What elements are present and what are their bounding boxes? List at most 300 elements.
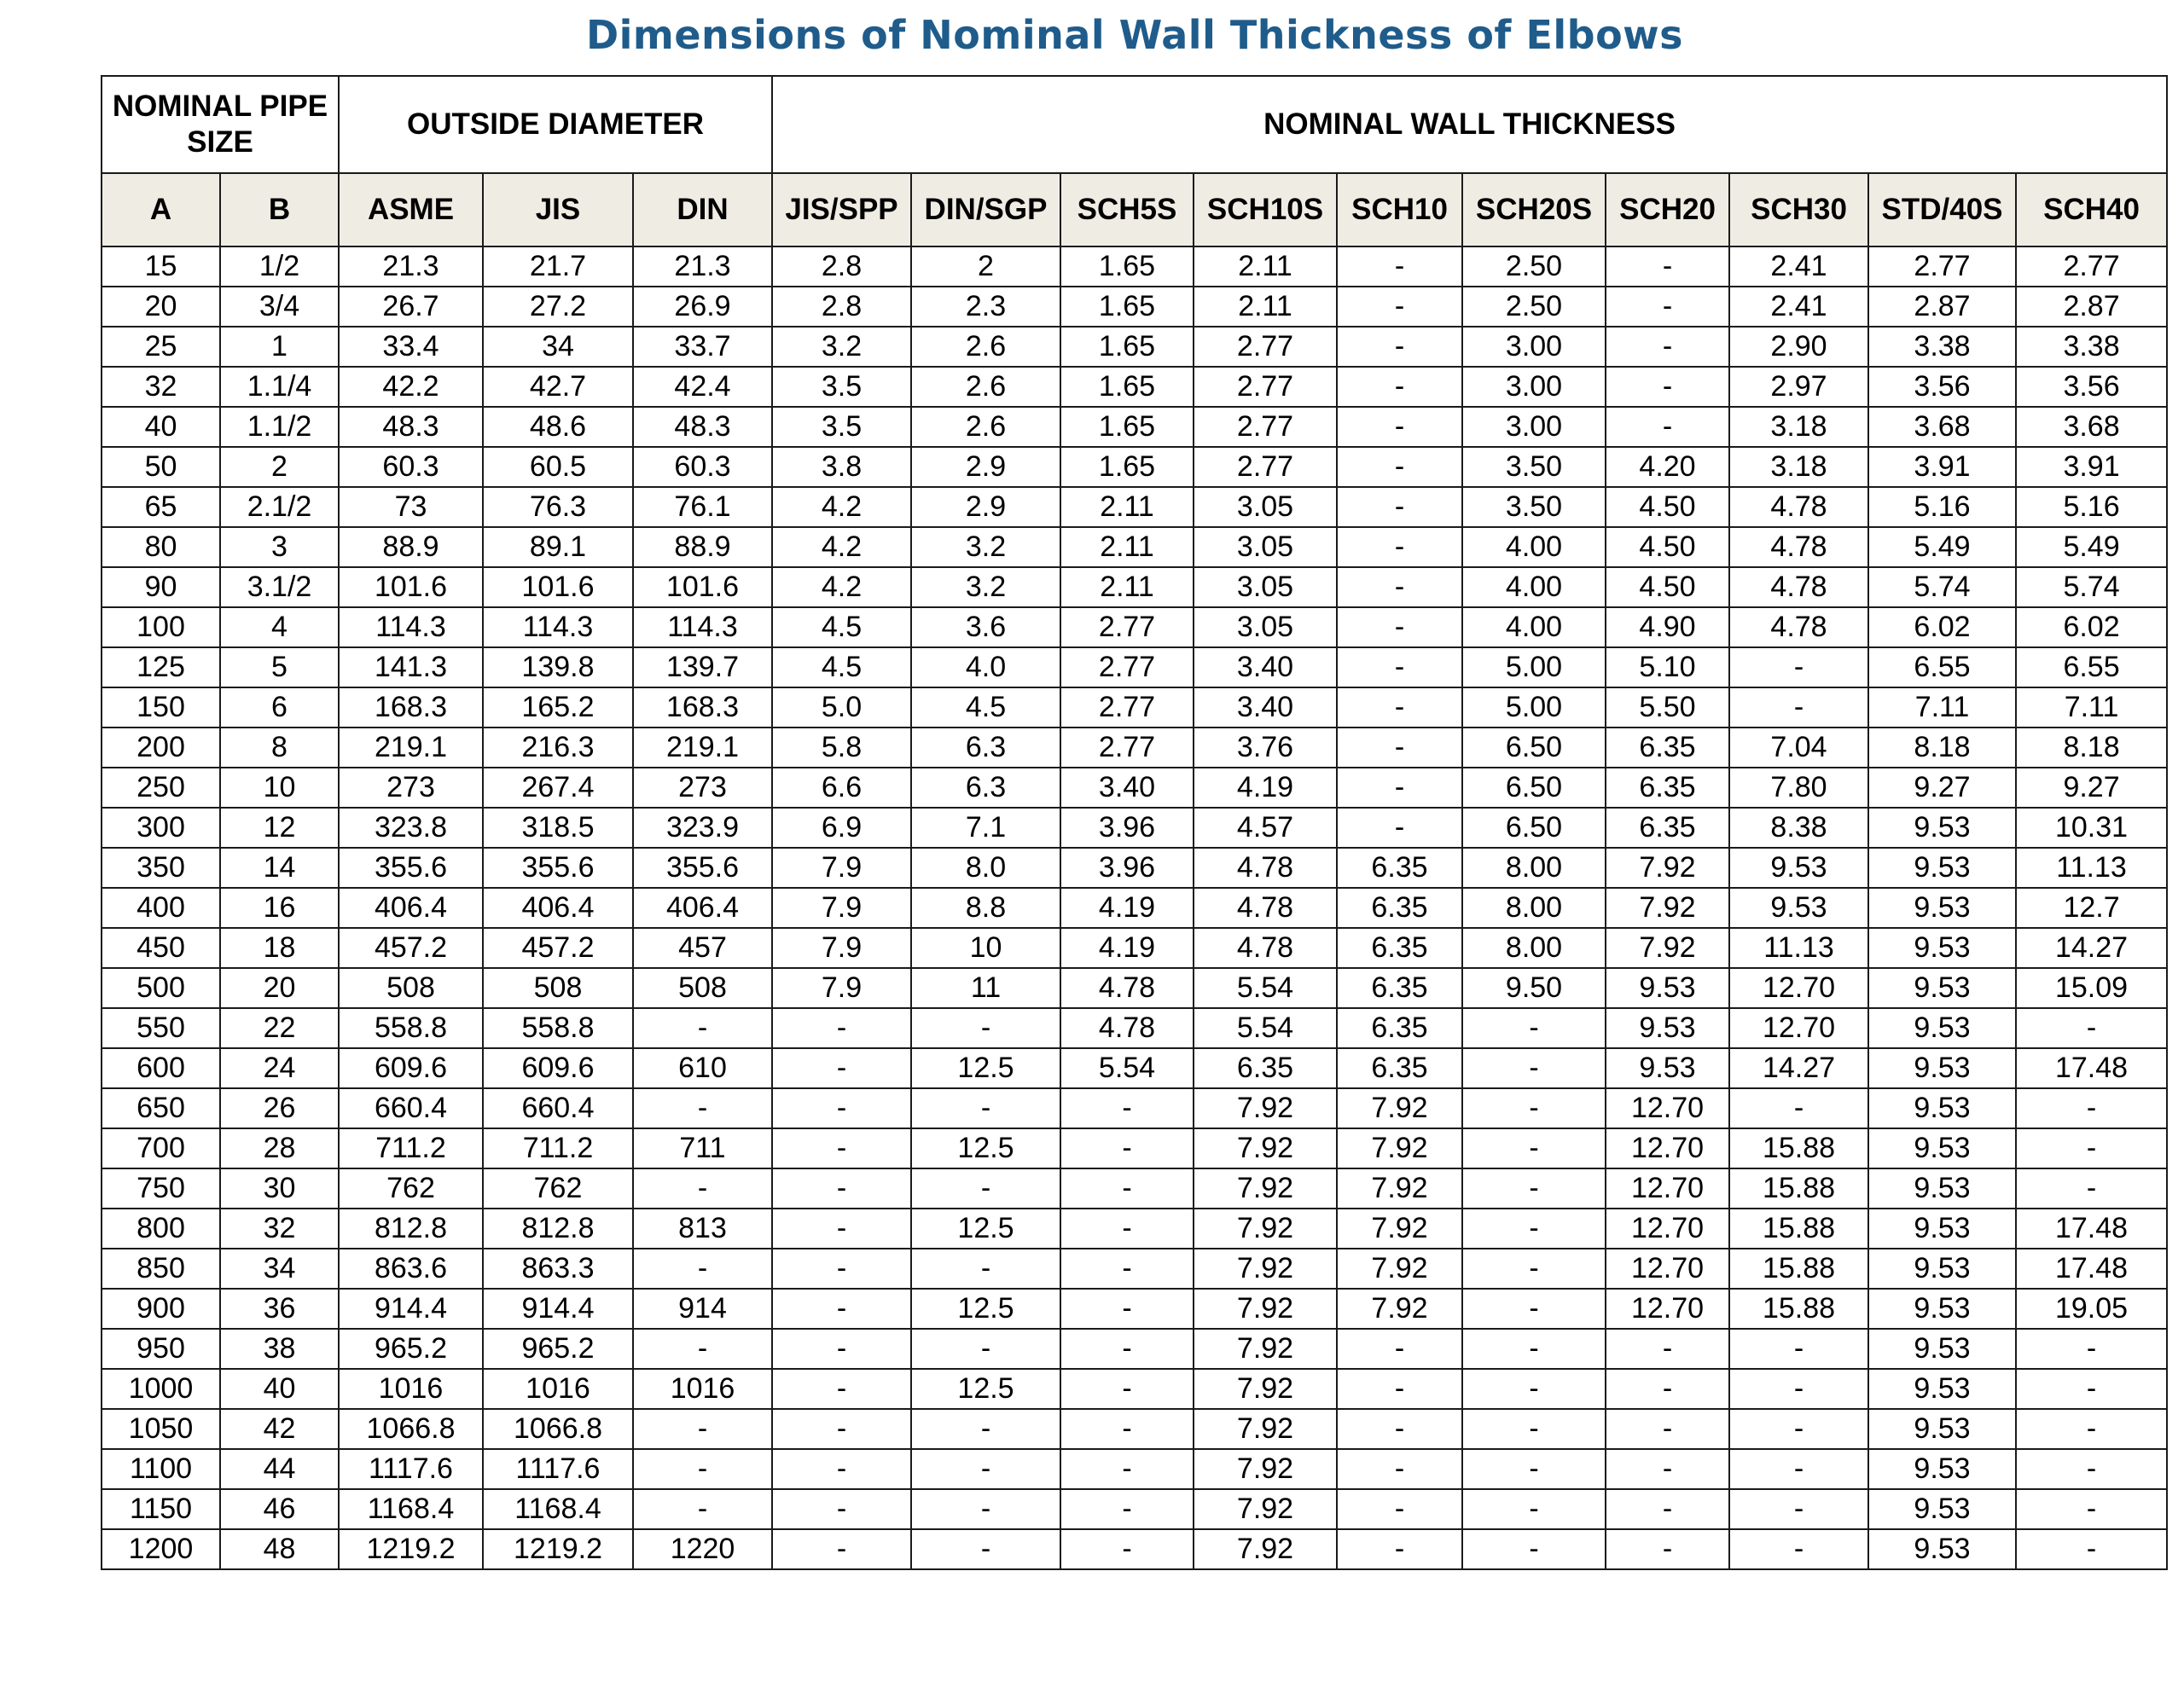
table-cell: 48.3 — [339, 407, 483, 447]
table-cell: 36 — [220, 1289, 339, 1329]
table-cell: 14 — [220, 848, 339, 888]
table-cell: - — [1060, 1409, 1194, 1449]
table-cell: 168.3 — [633, 687, 772, 728]
table-cell: 44 — [220, 1449, 339, 1489]
table-cell: 12.70 — [1606, 1249, 1729, 1289]
table-cell: - — [1462, 1329, 1606, 1369]
table-cell: - — [633, 1168, 772, 1209]
table-row — [102, 1088, 2167, 1128]
table-cell: - — [1729, 1409, 1868, 1449]
table-cell: 711.2 — [339, 1128, 483, 1168]
table-row — [102, 1048, 2167, 1088]
table-cell: 28 — [220, 1128, 339, 1168]
table-cell: - — [1606, 1329, 1729, 1369]
table-cell: 17.48 — [2016, 1249, 2167, 1289]
table-cell: 609.6 — [339, 1048, 483, 1088]
table-cell: 406.4 — [633, 888, 772, 928]
table-cell: - — [1606, 287, 1729, 327]
table-cell: 88.9 — [339, 527, 483, 567]
page-title: Dimensions of Nominal Wall Thickness of Elbows — [585, 12, 1684, 58]
table-cell: 4.5 — [772, 647, 911, 687]
table-cell: 1.1/4 — [220, 367, 339, 407]
table-cell: - — [911, 1008, 1060, 1048]
table-cell: - — [1462, 1289, 1606, 1329]
table-cell: 7.92 — [1194, 1329, 1337, 1369]
table-cell: 2.1/2 — [220, 487, 339, 527]
column-header: B — [220, 173, 339, 246]
table-cell: - — [1337, 487, 1462, 527]
table-cell: 4.78 — [1729, 567, 1868, 607]
table-cell: 73 — [339, 487, 483, 527]
table-cell: 20 — [220, 968, 339, 1008]
table-cell: 7.92 — [1194, 1529, 1337, 1569]
table-cell: 42.7 — [483, 367, 633, 407]
table-cell: 4.57 — [1194, 808, 1337, 848]
table-cell: 33.7 — [633, 327, 772, 367]
table-cell: - — [772, 1369, 911, 1409]
table-cell: 101.6 — [483, 567, 633, 607]
column-header: SCH40 — [2016, 173, 2167, 246]
table-cell: 2.97 — [1729, 367, 1868, 407]
table-cell: - — [1462, 1249, 1606, 1289]
table-cell: 450 — [102, 928, 220, 968]
table-cell: 20 — [102, 287, 220, 327]
table-cell: 558.8 — [339, 1008, 483, 1048]
table-cell: 4.78 — [1729, 487, 1868, 527]
table-cell: 19.05 — [2016, 1289, 2167, 1329]
table-cell: 508 — [339, 968, 483, 1008]
table-cell: 2.11 — [1060, 527, 1194, 567]
table-cell: - — [1337, 1329, 1462, 1369]
table-row — [102, 1008, 2167, 1048]
table-cell: 2.6 — [911, 367, 1060, 407]
table-cell: 4.5 — [911, 687, 1060, 728]
table-cell: - — [1337, 1449, 1462, 1489]
table-cell: 15.88 — [1729, 1209, 1868, 1249]
table-cell: 10.31 — [2016, 808, 2167, 848]
table-cell: 914.4 — [483, 1289, 633, 1329]
table-row — [102, 567, 2167, 607]
table-cell: 273 — [339, 768, 483, 808]
table-cell: 3.56 — [2016, 367, 2167, 407]
table-row — [102, 1289, 2167, 1329]
table-cell: - — [1337, 687, 1462, 728]
table-cell: 7.80 — [1729, 768, 1868, 808]
table-cell: 1016 — [633, 1369, 772, 1409]
table-cell: 6.35 — [1337, 928, 1462, 968]
table-cell: - — [1462, 1168, 1606, 1209]
table-cell: 11 — [911, 968, 1060, 1008]
table-cell: 8 — [220, 728, 339, 768]
table-cell: 7.92 — [1337, 1289, 1462, 1329]
table-row — [102, 367, 2167, 407]
table-cell: 2.77 — [1060, 687, 1194, 728]
table-cell: 5.74 — [1868, 567, 2016, 607]
table-cell: - — [1606, 246, 1729, 287]
table-cell: 4.78 — [1194, 848, 1337, 888]
table-cell: 168.3 — [339, 687, 483, 728]
table-cell: 2.77 — [1194, 447, 1337, 487]
table-cell: 6.35 — [1337, 1008, 1462, 1048]
table-cell: 7.92 — [1194, 1128, 1337, 1168]
table-cell: - — [2016, 1128, 2167, 1168]
table-cell: 4.78 — [1194, 928, 1337, 968]
table-cell: 7.92 — [1606, 888, 1729, 928]
table-cell: 3.40 — [1060, 768, 1194, 808]
table-cell: 1050 — [102, 1409, 220, 1449]
table-cell: 5.49 — [2016, 527, 2167, 567]
table-cell: 76.1 — [633, 487, 772, 527]
table-cell: 12.5 — [911, 1209, 1060, 1249]
table-cell: 12.5 — [911, 1289, 1060, 1329]
table-cell: 14.27 — [2016, 928, 2167, 968]
table-cell: 3.8 — [772, 447, 911, 487]
table-cell: 18 — [220, 928, 339, 968]
table-cell: - — [772, 1289, 911, 1329]
table-cell: - — [772, 1209, 911, 1249]
table-row — [102, 527, 2167, 567]
table-cell: - — [1060, 1329, 1194, 1369]
table-cell: 11.13 — [1729, 928, 1868, 968]
table-cell: 2.3 — [911, 287, 1060, 327]
table-cell: - — [1337, 1369, 1462, 1409]
table-cell: - — [633, 1088, 772, 1128]
table-cell: - — [772, 1529, 911, 1569]
table-cell: 318.5 — [483, 808, 633, 848]
table-cell: 6.35 — [1606, 728, 1729, 768]
table-cell: 965.2 — [483, 1329, 633, 1369]
table-cell: 8.00 — [1462, 848, 1606, 888]
table-cell: 50 — [102, 447, 220, 487]
table-cell: 3.5 — [772, 407, 911, 447]
table-cell: 139.8 — [483, 647, 633, 687]
table-cell: 90 — [102, 567, 220, 607]
table-cell: 1.65 — [1060, 407, 1194, 447]
column-header: STD/40S — [1868, 173, 2016, 246]
table-cell: 6.35 — [1194, 1048, 1337, 1088]
table-cell: - — [1060, 1489, 1194, 1529]
table-cell: 9.53 — [1868, 1329, 2016, 1369]
table-cell: 4.00 — [1462, 607, 1606, 647]
table-cell: - — [1337, 407, 1462, 447]
table-cell: 3.96 — [1060, 848, 1194, 888]
table-cell: 15.88 — [1729, 1249, 1868, 1289]
table-cell: 2.77 — [1194, 407, 1337, 447]
table-cell: - — [2016, 1168, 2167, 1209]
table-cell: - — [911, 1489, 1060, 1529]
table-cell: 4.2 — [772, 567, 911, 607]
table-cell: 1168.4 — [339, 1489, 483, 1529]
table-cell: 1 — [220, 327, 339, 367]
table-cell: 48.3 — [633, 407, 772, 447]
table-cell: 8.00 — [1462, 928, 1606, 968]
table-cell: 34 — [483, 327, 633, 367]
column-header: SCH20S — [1462, 173, 1606, 246]
table-row — [102, 647, 2167, 687]
table-cell: - — [1060, 1128, 1194, 1168]
table-row — [102, 848, 2167, 888]
table-cell: 7.1 — [911, 808, 1060, 848]
table-cell: 4.19 — [1194, 768, 1337, 808]
table-cell: 9.53 — [1868, 1168, 2016, 1209]
table-cell: 48.6 — [483, 407, 633, 447]
wall-thickness-table — [101, 75, 2168, 1570]
table-cell: 89.1 — [483, 527, 633, 567]
table-cell: 10 — [911, 928, 1060, 968]
table-cell: 6.50 — [1462, 808, 1606, 848]
table-cell: 2.77 — [1194, 327, 1337, 367]
table-cell: 12.70 — [1729, 1008, 1868, 1048]
table-cell: - — [1060, 1168, 1194, 1209]
table-cell: 216.3 — [483, 728, 633, 768]
table-cell: 4 — [220, 607, 339, 647]
table-cell: - — [1462, 1008, 1606, 1048]
table-cell: - — [911, 1449, 1060, 1489]
table-cell: 9.53 — [1868, 968, 2016, 1008]
table-cell: 76.3 — [483, 487, 633, 527]
column-header: A — [102, 173, 220, 246]
table-cell: 150 — [102, 687, 220, 728]
table-cell: 711.2 — [483, 1128, 633, 1168]
table-cell: 812.8 — [339, 1209, 483, 1249]
table-cell: 3.91 — [1868, 447, 2016, 487]
table-cell: - — [2016, 1329, 2167, 1369]
table-cell: 125 — [102, 647, 220, 687]
table-cell: 3.76 — [1194, 728, 1337, 768]
table-cell: 141.3 — [339, 647, 483, 687]
table-cell: 1.65 — [1060, 327, 1194, 367]
table-cell: 114.3 — [483, 607, 633, 647]
table-cell: 1220 — [633, 1529, 772, 1569]
group-header-outside-diameter: OUTSIDE DIAMETER — [339, 76, 772, 173]
table-cell: 3.00 — [1462, 407, 1606, 447]
table-cell: 219.1 — [339, 728, 483, 768]
table-cell: 5.54 — [1194, 1008, 1337, 1048]
table-cell: 400 — [102, 888, 220, 928]
table-cell: 6.35 — [1606, 808, 1729, 848]
column-header: JIS — [483, 173, 633, 246]
table-row — [102, 1409, 2167, 1449]
column-header: DIN/SGP — [911, 173, 1060, 246]
table-cell: - — [1337, 728, 1462, 768]
table-cell: 7.92 — [1194, 1409, 1337, 1449]
table-body — [102, 246, 2167, 1569]
table-cell: - — [1729, 1529, 1868, 1569]
table-cell: 2 — [911, 246, 1060, 287]
table-cell: 1100 — [102, 1449, 220, 1489]
table-cell: 1.65 — [1060, 447, 1194, 487]
table-cell: 750 — [102, 1168, 220, 1209]
table-cell: - — [1337, 1409, 1462, 1449]
table-cell: 812.8 — [483, 1209, 633, 1249]
table-cell: - — [1462, 1409, 1606, 1449]
table-cell: - — [1606, 1369, 1729, 1409]
table-cell: 1150 — [102, 1489, 220, 1529]
table-cell: 273 — [633, 768, 772, 808]
table-cell: 350 — [102, 848, 220, 888]
table-cell: - — [1337, 808, 1462, 848]
table-cell: 42.4 — [633, 367, 772, 407]
table-cell: 2.50 — [1462, 287, 1606, 327]
table-cell: 165.2 — [483, 687, 633, 728]
table-cell: 660.4 — [339, 1088, 483, 1128]
table-cell: 850 — [102, 1249, 220, 1289]
table-cell: 7.11 — [2016, 687, 2167, 728]
table-row — [102, 808, 2167, 848]
table-cell: 6.9 — [772, 808, 911, 848]
table-cell: - — [911, 1249, 1060, 1289]
table-cell: 2.87 — [1868, 287, 2016, 327]
table-cell: 9.27 — [2016, 768, 2167, 808]
table-cell: 22 — [220, 1008, 339, 1048]
group-header-row — [102, 76, 2167, 173]
table-cell: 3.50 — [1462, 487, 1606, 527]
table-cell: 2.77 — [2016, 246, 2167, 287]
table-cell: 6.6 — [772, 768, 911, 808]
table-cell: 12.5 — [911, 1048, 1060, 1088]
table-cell: 457.2 — [483, 928, 633, 968]
table-row — [102, 888, 2167, 928]
table-cell: - — [772, 1449, 911, 1489]
table-cell: 6.3 — [911, 728, 1060, 768]
table-cell: 323.8 — [339, 808, 483, 848]
table-cell: - — [1337, 1529, 1462, 1569]
table-cell: - — [1337, 527, 1462, 567]
table-cell: 508 — [483, 968, 633, 1008]
table-cell: 9.53 — [1868, 1088, 2016, 1128]
table-cell: 6.35 — [1337, 968, 1462, 1008]
table-cell: 3.96 — [1060, 808, 1194, 848]
table-cell: 2.6 — [911, 327, 1060, 367]
table-cell: 60.3 — [339, 447, 483, 487]
table-cell: 11.13 — [2016, 848, 2167, 888]
column-header: SCH10S — [1194, 173, 1337, 246]
table-cell: 1.65 — [1060, 367, 1194, 407]
table-cell: 9.53 — [1868, 1409, 2016, 1449]
table-cell: 3.00 — [1462, 367, 1606, 407]
table-row — [102, 1209, 2167, 1249]
table-cell: 6 — [220, 687, 339, 728]
table-cell: 5.16 — [1868, 487, 2016, 527]
table-cell: - — [1462, 1128, 1606, 1168]
table-cell: 6.35 — [1337, 1048, 1462, 1088]
table-cell: 5.50 — [1606, 687, 1729, 728]
table-cell: 200 — [102, 728, 220, 768]
table-cell: 1117.6 — [483, 1449, 633, 1489]
table-cell: 9.53 — [1729, 888, 1868, 928]
column-header-row — [102, 173, 2167, 246]
table-cell: 1219.2 — [339, 1529, 483, 1569]
table-cell: 7.92 — [1194, 1489, 1337, 1529]
table-cell: 950 — [102, 1329, 220, 1369]
table-cell: 4.50 — [1606, 567, 1729, 607]
table-cell: 3.50 — [1462, 447, 1606, 487]
table-cell: - — [772, 1008, 911, 1048]
table-row — [102, 687, 2167, 728]
table-cell: 6.50 — [1462, 768, 1606, 808]
table-row — [102, 768, 2167, 808]
table-cell: 9.53 — [1868, 808, 2016, 848]
table-cell: - — [911, 1168, 1060, 1209]
table-cell: 8.00 — [1462, 888, 1606, 928]
table-cell: 15.88 — [1729, 1128, 1868, 1168]
table-cell: 8.0 — [911, 848, 1060, 888]
table-cell: 300 — [102, 808, 220, 848]
table-cell: 26.7 — [339, 287, 483, 327]
table-cell: - — [1462, 1529, 1606, 1569]
table-cell: 9.53 — [1868, 1449, 2016, 1489]
table-cell: 3.5 — [772, 367, 911, 407]
table-cell: 500 — [102, 968, 220, 1008]
table-cell: 6.35 — [1337, 848, 1462, 888]
table-cell: 139.7 — [633, 647, 772, 687]
table-cell: 355.6 — [633, 848, 772, 888]
table-cell: 15.09 — [2016, 968, 2167, 1008]
table-cell: 7.92 — [1337, 1088, 1462, 1128]
table-cell: 610 — [633, 1048, 772, 1088]
table-row — [102, 928, 2167, 968]
table-cell: 12.5 — [911, 1128, 1060, 1168]
table-cell: - — [772, 1168, 911, 1209]
table-cell: 114.3 — [339, 607, 483, 647]
table-cell: - — [1060, 1449, 1194, 1489]
table-cell: 5.8 — [772, 728, 911, 768]
table-cell: 4.78 — [1729, 527, 1868, 567]
table-cell: 9.53 — [1606, 968, 1729, 1008]
table-cell: 42.2 — [339, 367, 483, 407]
table-cell: 1/2 — [220, 246, 339, 287]
table-cell: 100 — [102, 607, 220, 647]
table-cell: 7.11 — [1868, 687, 2016, 728]
table-cell: 3.2 — [911, 527, 1060, 567]
table-cell: - — [1606, 367, 1729, 407]
table-cell: 12.70 — [1606, 1168, 1729, 1209]
table-cell: 3.00 — [1462, 327, 1606, 367]
table-cell: 4.78 — [1060, 968, 1194, 1008]
table-cell: 4.19 — [1060, 888, 1194, 928]
table-cell: - — [1337, 647, 1462, 687]
table-cell: 9.53 — [1868, 1048, 2016, 1088]
table-cell: 17.48 — [2016, 1048, 2167, 1088]
table-cell: 9.50 — [1462, 968, 1606, 1008]
table-cell: 3.56 — [1868, 367, 2016, 407]
table-cell: 7.9 — [772, 968, 911, 1008]
table-cell: 406.4 — [339, 888, 483, 928]
table-cell: - — [1060, 1209, 1194, 1249]
table-cell: - — [1729, 1088, 1868, 1128]
table-cell: 26 — [220, 1088, 339, 1128]
table-cell: 6.02 — [1868, 607, 2016, 647]
column-header: SCH30 — [1729, 173, 1868, 246]
table-cell: 914.4 — [339, 1289, 483, 1329]
table-cell: 33.4 — [339, 327, 483, 367]
group-header-nominal-pipe-size: NOMINAL PIPE SIZE — [102, 76, 339, 173]
table-cell: 8.18 — [2016, 728, 2167, 768]
table-cell: - — [2016, 1529, 2167, 1569]
table-cell: - — [1060, 1369, 1194, 1409]
table-cell: 1.65 — [1060, 246, 1194, 287]
table-cell: 550 — [102, 1008, 220, 1048]
table-cell: 5 — [220, 647, 339, 687]
table-cell: 2 — [220, 447, 339, 487]
table-cell: 12.70 — [1606, 1289, 1729, 1329]
table-cell: 323.9 — [633, 808, 772, 848]
table-cell: 1066.8 — [483, 1409, 633, 1449]
table-cell: 42 — [220, 1409, 339, 1449]
table-cell: - — [2016, 1088, 2167, 1128]
table-row — [102, 1529, 2167, 1569]
table-cell: 7.92 — [1337, 1168, 1462, 1209]
